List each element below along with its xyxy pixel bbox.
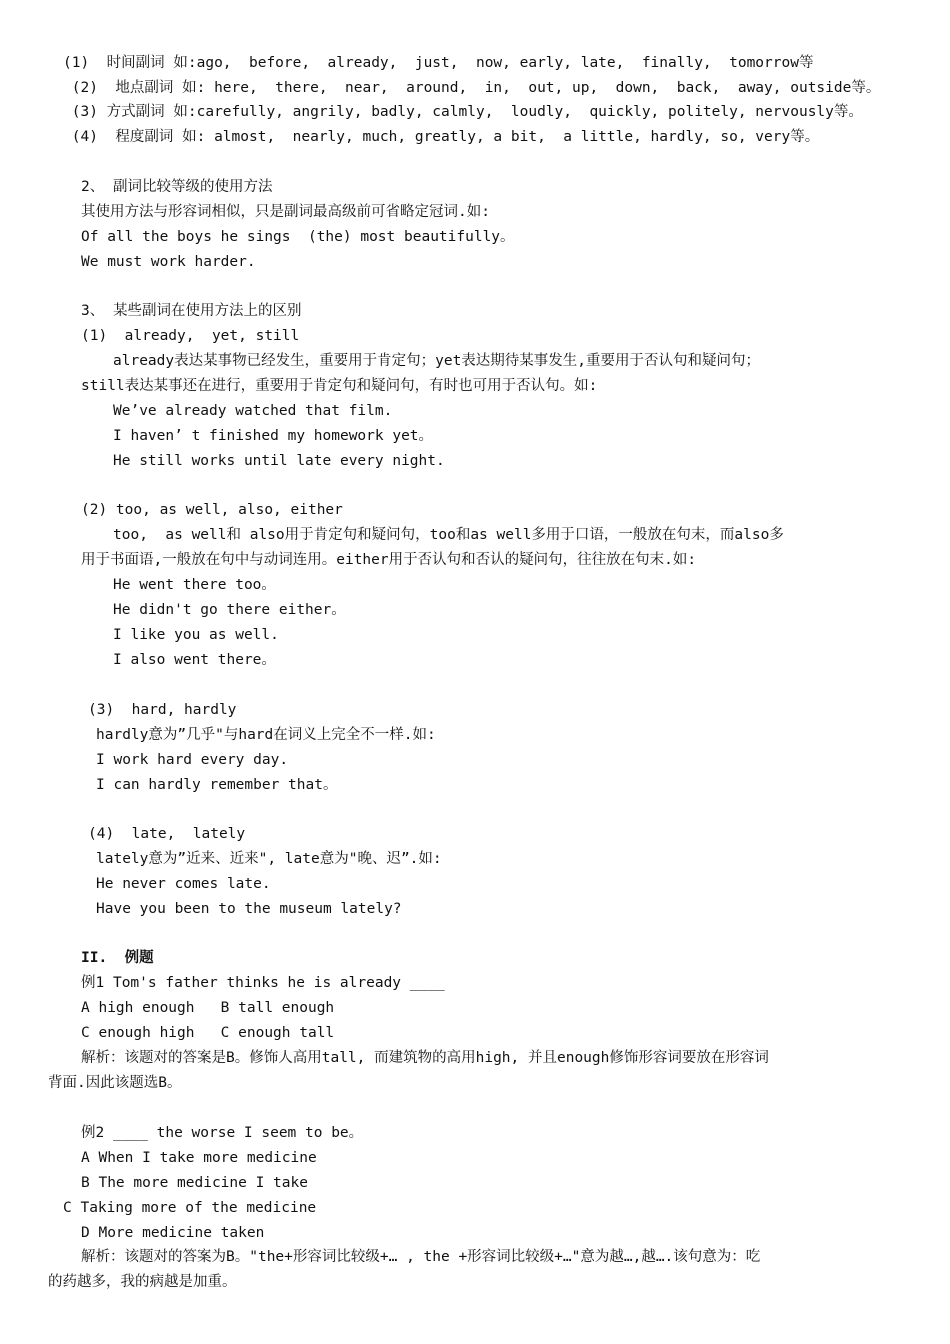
example-sentence: I haven’ t finished my homework yet。 <box>113 428 434 444</box>
explanation-text: 的药越多，我的病越是加重。 <box>48 1274 237 1290</box>
answer-option: D More medicine taken <box>81 1225 265 1241</box>
example-sentence: I work hard every day. <box>96 752 289 768</box>
example-sentence: He went there too。 <box>113 577 276 593</box>
adverb-type-place: (2) 地点副词 如: here, there, near, around, in, out, up, down, back, away, outside等。 <box>63 80 881 96</box>
explanation-text: 解析：该题对的答案是B。修饰人高用tall, 而建筑物的高用high, 并且enough修饰形容词要放在形容词 <box>81 1050 769 1066</box>
paragraph-text: 其使用方法与形容词相似，只是副词最高级前可省略定冠词.如: <box>81 204 490 220</box>
example-sentence: He never comes late. <box>96 876 271 892</box>
example-question: 例1 Tom's father thinks he is already ____ <box>81 975 445 991</box>
adverb-type-degree: (4) 程度副词 如: almost, nearly, much, greatly, a bit, a little, hardly, so, very等。 <box>63 129 820 145</box>
subsection-heading: (3) hard, hardly <box>88 702 237 718</box>
paragraph-text: too, as well和 also用于肯定句和疑问句，too和as well多用于口语，一般放在句末，而also多 <box>113 527 784 543</box>
answer-option: A When I take more medicine <box>81 1150 317 1166</box>
explanation-text: 解析：该题对的答案为B。"the+形容词比较级+… , the +形容词比较级+…"意为越…,越….该句意为：吃 <box>81 1249 761 1265</box>
example-sentence: I also went there。 <box>113 652 276 668</box>
subsection-heading: (1) already, yet, still <box>81 328 300 344</box>
example-sentence: He didn't go there either。 <box>113 602 346 618</box>
example-sentence: We must work harder. <box>81 254 256 270</box>
example-sentence: We’ve already watched that film. <box>113 403 393 419</box>
example-sentence: I can hardly remember that。 <box>96 777 338 793</box>
example-sentence: I like you as well. <box>113 627 279 643</box>
example-sentence: Of all the boys he sings (the) most beautifully。 <box>81 229 515 245</box>
answer-option: C Taking more of the medicine <box>63 1200 317 1216</box>
section-heading-3: 3、 某些副词在使用方法上的区别 <box>81 303 302 319</box>
subsection-heading: (2) too, as well, also, either <box>81 502 343 518</box>
section-heading-2: 2、 副词比较等级的使用方法 <box>81 179 273 195</box>
paragraph-text: already表达某事物已经发生，重要用于肯定句；yet表达期待某事发生,重要用于否认句和疑问句； <box>113 353 761 369</box>
example-question: 例2 ____ the worse I seem to be。 <box>81 1125 364 1141</box>
adverb-type-time: (1) 时间副词 如:ago, before, already, just, now, early, late, finally, tomorrow等 <box>63 55 814 71</box>
explanation-text: 背面.因此该题选B。 <box>48 1075 182 1091</box>
subsection-heading: (4) late, lately <box>88 826 246 842</box>
paragraph-text: 用于书面语,一般放在句中与动词连用。either用于否认句和否认的疑问句，往往放在句末.如: <box>81 552 697 568</box>
answer-option: C enough high C enough tall <box>81 1025 335 1041</box>
adverb-type-manner: (3) 方式副词 如:carefully, angrily, badly, calmly, loudly, quickly, politely, nervously等。 <box>63 104 863 120</box>
paragraph-text: still表达某事还在进行，重要用于肯定句和疑问句，有时也可用于否认句。如: <box>81 378 598 394</box>
example-sentence: He still works until late every night. <box>113 453 445 469</box>
paragraph-text: lately意为”近来、近来", late意为"晚、迟”.如: <box>96 851 442 867</box>
answer-option: A high enough B tall enough <box>81 1000 335 1016</box>
answer-option: B The more medicine I take <box>81 1175 308 1191</box>
section-heading-examples: II. 例题 <box>81 950 154 966</box>
example-sentence: Have you been to the museum lately? <box>96 901 402 917</box>
paragraph-text: hardly意为”几乎"与hard在词义上完全不一样.如: <box>96 727 436 743</box>
